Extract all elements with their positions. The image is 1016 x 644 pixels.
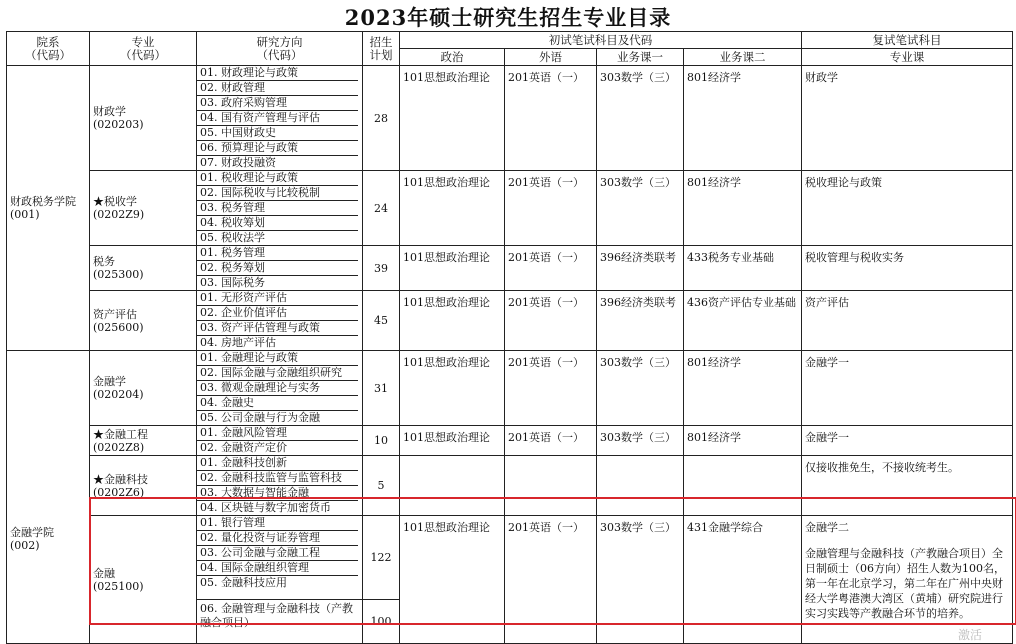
politics-cell: 101思想政治理论 [400, 351, 505, 426]
plan-cell: 45 [363, 291, 400, 351]
direction-item: 04. 区块链与数字加密货币 [200, 501, 331, 514]
direction-item: 02. 金融科技监管与监管科技 [197, 471, 358, 486]
foreign-cell: 201英语（一） [505, 516, 597, 644]
direction-item: 01. 金融风险管理 [197, 426, 358, 441]
course1-cell: 396经济类联考 [597, 246, 684, 291]
major-cell: ★金融科技 (0202Z6) [90, 456, 197, 516]
course1-cell: 303数学（三） [597, 516, 684, 644]
course1-cell: 303数学（三） [597, 351, 684, 426]
politics-cell: 101思想政治理论 [400, 66, 505, 171]
table-row [7, 516, 1013, 600]
course2-cell: 431金融学综合 [684, 516, 802, 644]
major-cell: 税务 (025300) [90, 246, 197, 291]
direction-item: 01. 税收理论与政策 [197, 171, 358, 186]
table-row [7, 291, 1013, 351]
direction-item: 01. 银行管理 [197, 516, 358, 531]
direction-item: 02. 税务筹划 [197, 261, 358, 276]
plan-cell: 28 [363, 66, 400, 171]
retest-cell: 金融学一 [802, 351, 1013, 426]
politics-cell: 101思想政治理论 [400, 516, 505, 644]
plan-cell: 24 [363, 171, 400, 246]
plan-cell: 39 [363, 246, 400, 291]
direction-item: 03. 微观金融理论与实务 [197, 381, 358, 396]
direction-item: 02. 国际税收与比较税制 [197, 186, 358, 201]
direction-item: 02. 企业价值评估 [197, 306, 358, 321]
direction-list [197, 600, 363, 644]
foreign-cell [505, 456, 597, 516]
watermark: 激活 [958, 628, 983, 642]
course2-cell [684, 456, 802, 516]
header-major: 专业 （代码） [90, 32, 197, 66]
table-row [7, 171, 1013, 246]
politics-cell: 101思想政治理论 [400, 246, 505, 291]
table-row [7, 66, 1013, 171]
major-cell: 金融学 (020204) [90, 351, 197, 426]
direction-list [197, 171, 363, 246]
direction-list [197, 246, 363, 291]
foreign-cell: 201英语（一） [505, 426, 597, 456]
course2-cell: 436资产评估专业基础 [684, 291, 802, 351]
direction-item: 03. 资产评估管理与政策 [197, 321, 358, 336]
table-row [7, 426, 1013, 456]
direction-item: 03. 政府采购管理 [197, 96, 358, 111]
direction-item: 03. 国际税务 [200, 276, 265, 289]
direction-item: 04. 房地产评估 [200, 336, 276, 349]
direction-item: 04. 国有资产管理与评估 [197, 111, 358, 126]
direction-item: 04. 国际金融组织管理 [197, 561, 358, 576]
header-initial: 初试笔试科目及代码 [400, 32, 802, 49]
direction-item: 01. 财政理论与政策 [197, 66, 358, 81]
header-retest-course: 专业课 [802, 49, 1013, 66]
direction-item: 01. 无形资产评估 [197, 291, 358, 306]
header-retest: 复试笔试科目 [802, 32, 1013, 49]
retest-cell: 税收管理与税收实务 [802, 246, 1013, 291]
major-cell: 资产评估 (025600) [90, 291, 197, 351]
direction-item: 03. 税务管理 [197, 201, 358, 216]
header-politics: 政治 [400, 49, 505, 66]
course1-cell: 303数学（三） [597, 66, 684, 171]
course2-cell: 433税务专业基础 [684, 246, 802, 291]
retest-cell: 仅接收推免生，不接收统考生。 [802, 456, 1013, 516]
plan-cell: 100 [363, 600, 400, 644]
retest-cell: 金融学一 [802, 426, 1013, 456]
direction-item: 07. 财政投融资 [200, 156, 276, 169]
direction-list [197, 456, 363, 516]
direction-item: 06. 金融管理与金融科技（产教融合项目） [200, 602, 353, 629]
plan-cell: 5 [363, 456, 400, 516]
retest-cell: 金融学二 金融管理与金融科技（产教融合项目）全日制硕士（06方向）招生人数为100名，第一年在北京学习，第二年在广州中央财经大学粤港澳大湾区（黄埔）研究院进行实习实践等产教融合环节的培养。 [802, 516, 1013, 644]
course2-cell: 801经济学 [684, 351, 802, 426]
direction-list [197, 351, 363, 426]
foreign-cell: 201英语（一） [505, 171, 597, 246]
course1-cell [597, 456, 684, 516]
retest-cell: 资产评估 [802, 291, 1013, 351]
plan-cell: 122 [363, 516, 400, 600]
foreign-cell: 201英语（一） [505, 351, 597, 426]
direction-item: 04. 金融史 [197, 396, 358, 411]
major-cell: 金融 (025100) [90, 516, 197, 644]
politics-cell: 101思想政治理论 [400, 426, 505, 456]
direction-item: 01. 金融理论与政策 [197, 351, 358, 366]
course2-cell: 801经济学 [684, 171, 802, 246]
direction-item: 03. 公司金融与金融工程 [197, 546, 358, 561]
direction-item: 03. 大数据与智能金融 [197, 486, 358, 501]
retest-note: 金融管理与金融科技（产教融合项目）全日制硕士（06方向）招生人数为100名，第一年在北京学习，第二年在广州中央财经大学粤港澳大湾区（黄埔）研究院进行实习实践等产教融合环节的培养。 [805, 547, 1005, 620]
direction-item: 02. 金融资产定价 [200, 441, 287, 454]
direction-item: 05. 中国财政史 [197, 126, 358, 141]
header-course1: 业务课一 [597, 49, 684, 66]
politics-cell [400, 456, 505, 516]
header-foreign: 外语 [505, 49, 597, 66]
direction-item: 01. 金融科技创新 [197, 456, 358, 471]
course2-cell: 801经济学 [684, 66, 802, 171]
table-row [7, 351, 1013, 426]
table-row [7, 456, 1013, 516]
plan-cell: 31 [363, 351, 400, 426]
retest-cell: 财政学 [802, 66, 1013, 171]
course1-cell: 396经济类联考 [597, 291, 684, 351]
retest-cell: 税收理论与政策 [802, 171, 1013, 246]
dept-cell: 财政税务学院 (001) [7, 66, 90, 351]
page-title: 2023年硕士研究生招生专业目录 [344, 5, 672, 30]
major-cell: ★金融工程 (0202Z8) [90, 426, 197, 456]
plan-cell: 10 [363, 426, 400, 456]
major-cell: 财政学 (020203) [90, 66, 197, 171]
direction-item: 05. 公司金融与行为金融 [200, 411, 320, 424]
direction-item: 04. 税收筹划 [197, 216, 358, 231]
foreign-cell: 201英语（一） [505, 66, 597, 171]
header-plan: 招生 计划 [363, 32, 400, 66]
direction-item: 02. 国际金融与金融组织研究 [197, 366, 358, 381]
politics-cell: 101思想政治理论 [400, 291, 505, 351]
direction-list [197, 66, 363, 171]
header-course2: 业务课二 [684, 49, 802, 66]
direction-list [197, 516, 363, 600]
foreign-cell: 201英语（一） [505, 291, 597, 351]
direction-item: 01. 税务管理 [197, 246, 358, 261]
direction-item: 06. 预算理论与政策 [197, 141, 358, 156]
course1-cell: 303数学（三） [597, 426, 684, 456]
header-direction: 研究方向 （代码） [197, 32, 363, 66]
table-row [7, 246, 1013, 291]
direction-item: 05. 税收法学 [200, 231, 265, 244]
direction-list [197, 291, 363, 351]
direction-item: 02. 财政管理 [197, 81, 358, 96]
header-dept: 院系 （代码） [7, 32, 90, 66]
catalog-table [6, 31, 1013, 644]
direction-item: 02. 量化投资与证券管理 [197, 531, 358, 546]
direction-item: 05. 金融科技应用 [200, 576, 287, 589]
politics-cell: 101思想政治理论 [400, 171, 505, 246]
dept-cell: 金融学院 (002) [7, 351, 90, 644]
major-cell: ★税收学 (0202Z9) [90, 171, 197, 246]
course2-cell: 801经济学 [684, 426, 802, 456]
foreign-cell: 201英语（一） [505, 246, 597, 291]
direction-list [197, 426, 363, 456]
course1-cell: 303数学（三） [597, 171, 684, 246]
